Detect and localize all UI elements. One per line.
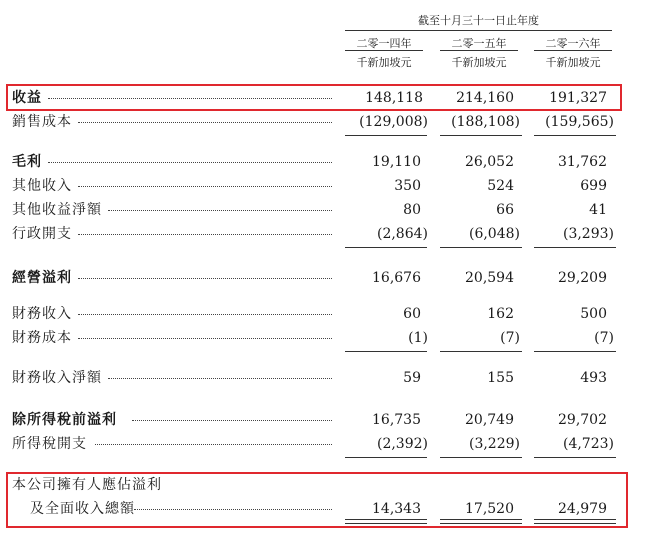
row-label-line1: 本公司擁有人應佔溢利	[12, 477, 162, 493]
row-label: 其他收入	[12, 178, 72, 194]
value-2016: 31,762	[558, 154, 607, 170]
value-2016: 41	[589, 202, 607, 218]
year-underline	[345, 50, 423, 51]
value-2015: 214,160	[456, 90, 514, 106]
value-2016: 24,979	[558, 501, 607, 517]
value-2014: 59	[403, 370, 421, 386]
row-other-gains-net	[0, 200, 657, 222]
year-header-2016: 二零一六年	[545, 37, 601, 50]
year-header-2015: 二零一五年	[451, 37, 507, 50]
row-admin-expenses	[0, 224, 657, 246]
leader-dots	[78, 278, 332, 279]
leader-dots	[78, 314, 332, 315]
value-2015: 155	[487, 370, 514, 386]
subtotal-line	[440, 351, 522, 352]
profit-highlight-box	[6, 472, 628, 528]
value-2016: (3,293)	[562, 226, 614, 242]
row-label: 財務收入	[12, 306, 72, 322]
subtotal-line	[534, 457, 616, 458]
value-2014: 148,118	[365, 90, 423, 106]
leader-dots	[78, 122, 332, 123]
value-2014: 16,735	[372, 412, 421, 428]
value-2016: (159,565)	[545, 114, 614, 130]
row-other-income	[0, 176, 657, 198]
row-label: 財務成本	[12, 330, 72, 346]
year-underline	[440, 50, 518, 51]
leader-dots	[78, 338, 332, 339]
value-2016: 493	[580, 370, 607, 386]
unit-header: 千新加坡元	[451, 56, 507, 69]
period-header: 截至十月三十一日止年度	[418, 14, 539, 27]
subtotal-line	[440, 247, 522, 248]
row-operating-profit	[0, 268, 657, 290]
leader-dots	[108, 378, 332, 379]
leader-dots	[48, 162, 332, 163]
row-income-tax	[0, 434, 657, 456]
value-2014: 350	[394, 178, 421, 194]
subtotal-line	[345, 247, 427, 248]
row-label: 行政開支	[12, 226, 72, 242]
value-2015: 20,749	[465, 412, 514, 428]
value-2016: 699	[580, 178, 607, 194]
leader-dots	[132, 420, 332, 421]
value-2015: (7)	[500, 330, 520, 346]
period-underline	[345, 30, 612, 31]
value-2014: 16,676	[372, 270, 421, 286]
value-2015: (3,229)	[468, 436, 520, 452]
value-2015: 162	[487, 306, 514, 322]
value-2014: 60	[403, 306, 421, 322]
row-label: 毛利	[12, 154, 42, 170]
subtotal-line	[440, 457, 522, 458]
subtotal-line	[440, 135, 522, 136]
value-2015: 20,594	[465, 270, 514, 286]
row-finance-income	[0, 304, 657, 326]
value-2016: (7)	[594, 330, 614, 346]
row-label: 所得稅開支	[12, 436, 87, 452]
value-2014: (2,392)	[376, 436, 428, 452]
subtotal-line	[534, 135, 616, 136]
leader-dots	[78, 186, 332, 187]
value-2015: 66	[496, 202, 514, 218]
row-profit-before-tax	[0, 410, 657, 432]
value-2014: (2,864)	[376, 226, 428, 242]
row-label: 銷售成本	[12, 114, 72, 130]
row-finance-costs	[0, 328, 657, 350]
row-gross-profit	[0, 152, 657, 174]
unit-header: 千新加坡元	[356, 56, 412, 69]
row-cost-of-sales	[0, 112, 657, 134]
subtotal-line	[534, 247, 616, 248]
row-label: 財務收入淨額	[12, 370, 102, 386]
subtotal-line	[534, 351, 616, 352]
revenue-highlight-box	[6, 84, 622, 111]
row-finance-income-net	[0, 368, 657, 390]
value-2015: (188,108)	[451, 114, 520, 130]
value-2014: (129,008)	[359, 114, 428, 130]
value-2016: 500	[580, 306, 607, 322]
value-2016: 29,702	[558, 412, 607, 428]
row-label: 除所得稅前溢利	[12, 412, 117, 428]
year-header-2014: 二零一四年	[356, 37, 412, 50]
value-2016: 29,209	[558, 270, 607, 286]
row-label: 收益	[12, 90, 42, 106]
row-label-line2: 及全面收入總額	[30, 501, 135, 517]
value-2015: 26,052	[465, 154, 514, 170]
subtotal-line	[345, 457, 427, 458]
subtotal-line	[345, 135, 427, 136]
value-2015: 524	[487, 178, 514, 194]
row-label: 其他收益淨額	[12, 202, 102, 218]
value-2016: (4,723)	[562, 436, 614, 452]
leader-dots	[95, 444, 332, 445]
leader-dots	[108, 210, 332, 211]
value-2014: 19,110	[372, 154, 421, 170]
value-2014: 80	[403, 202, 421, 218]
value-2015: 17,520	[465, 501, 514, 517]
value-2015: (6,048)	[468, 226, 520, 242]
year-underline	[534, 50, 612, 51]
value-2016: 191,327	[549, 90, 607, 106]
value-2014: (1)	[408, 330, 428, 346]
leader-dots	[78, 234, 332, 235]
unit-header: 千新加坡元	[545, 56, 601, 69]
row-label: 經營溢利	[12, 270, 72, 286]
subtotal-line	[345, 351, 427, 352]
value-2014: 14,343	[372, 501, 421, 517]
